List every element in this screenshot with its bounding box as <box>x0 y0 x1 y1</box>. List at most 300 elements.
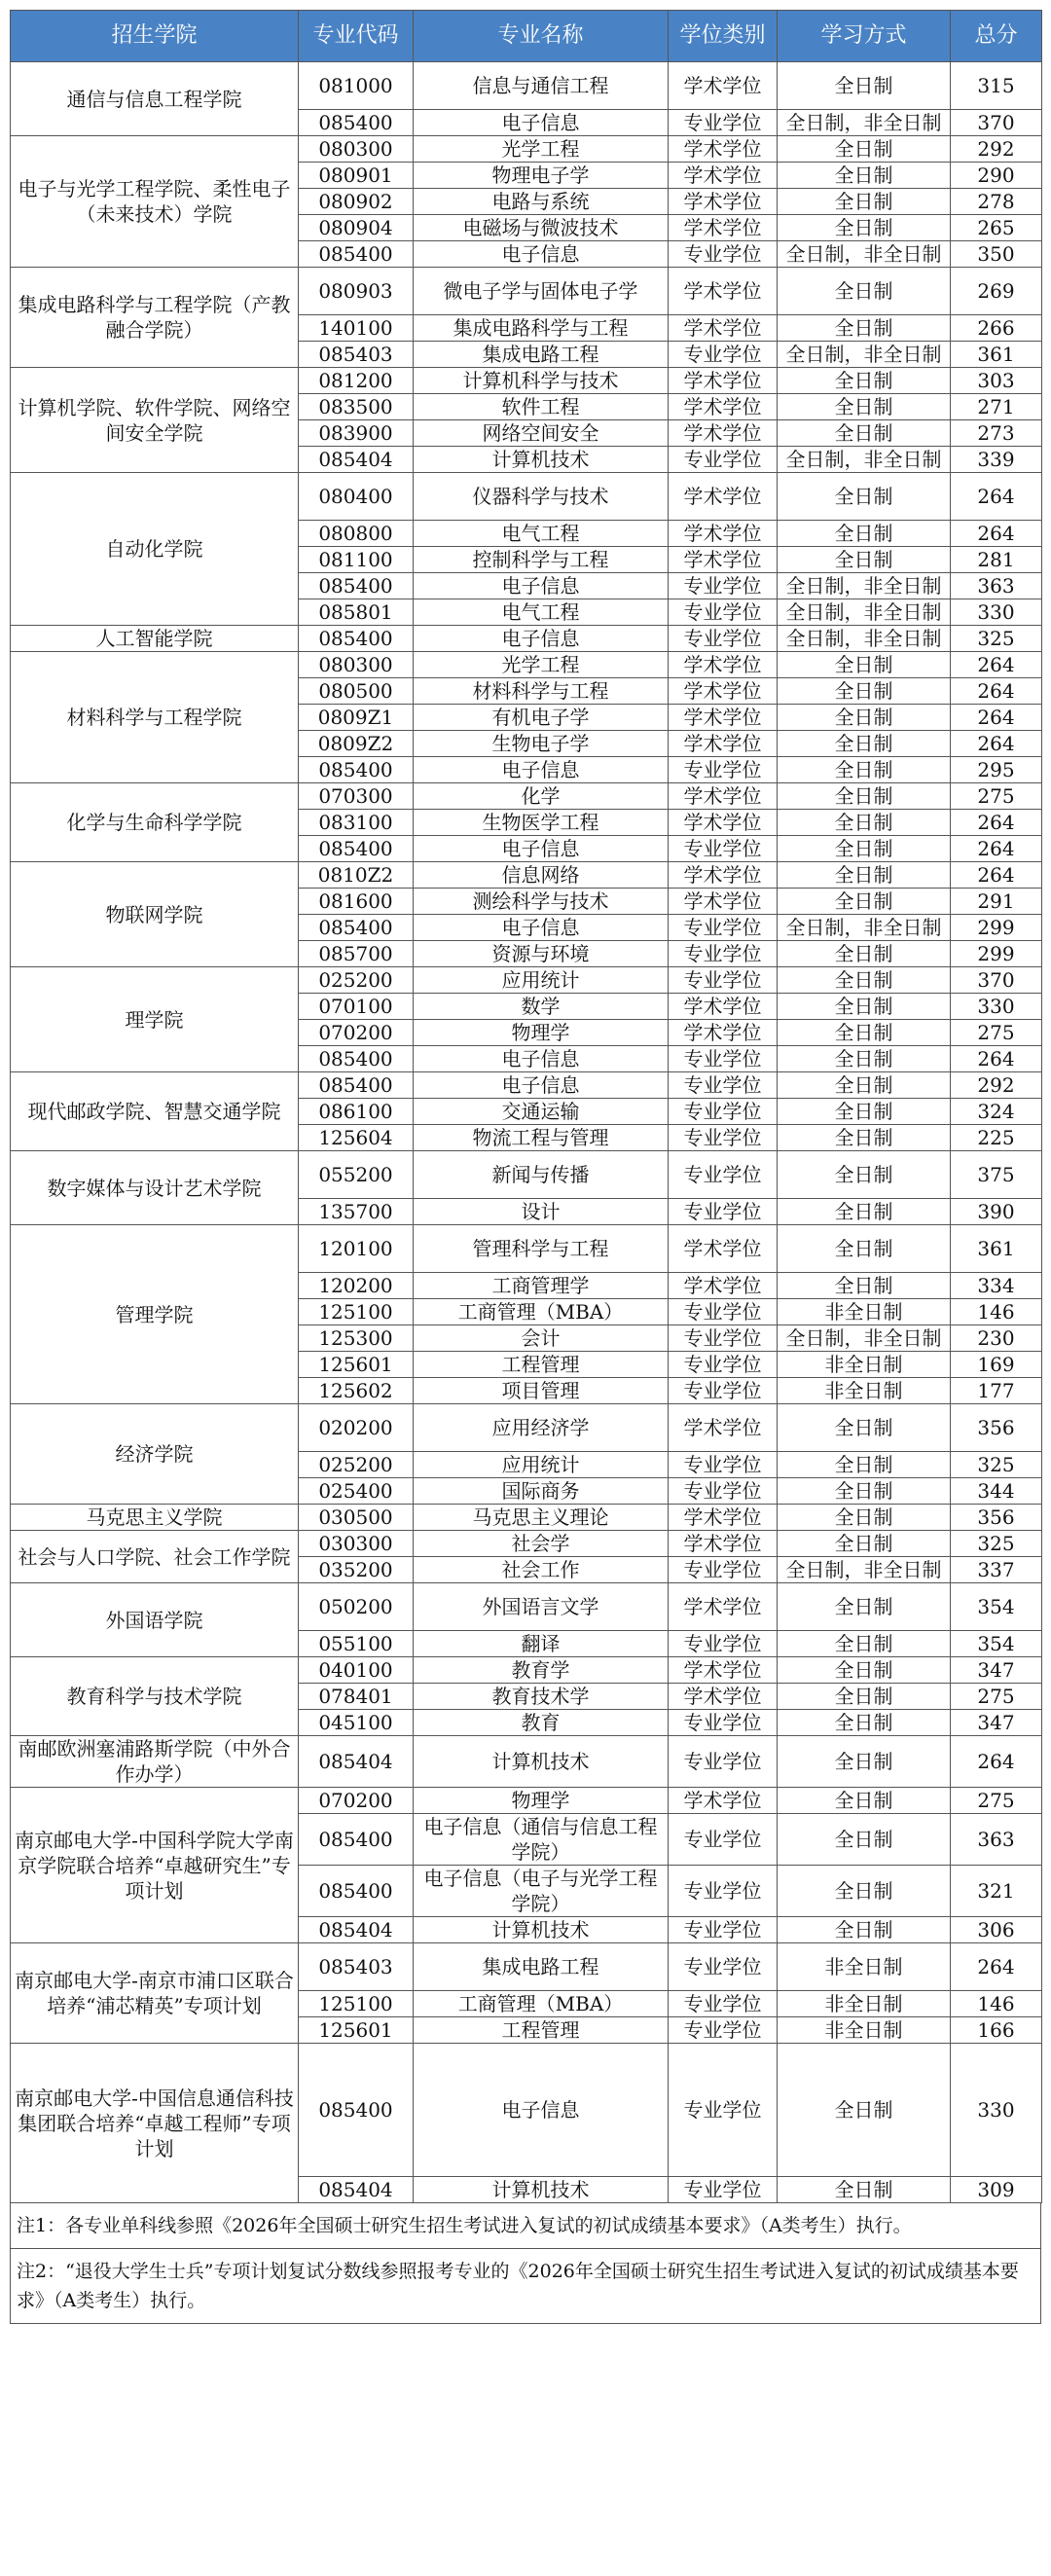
total-score-cell: 290 <box>951 163 1042 189</box>
code-cell: 080904 <box>299 215 414 241</box>
degree-type-cell: 专业学位 <box>669 1352 778 1378</box>
degree-type-cell: 学术学位 <box>669 62 778 110</box>
degree-type-cell: 学术学位 <box>669 1020 778 1046</box>
major-name-cell: 计算机科学与技术 <box>414 368 669 394</box>
total-score-cell: 299 <box>951 915 1042 941</box>
major-name-cell: 社会学 <box>414 1531 669 1557</box>
code-cell: 081000 <box>299 62 414 110</box>
study-mode-cell: 全日制 <box>778 783 951 810</box>
study-mode-cell: 全日制，非全日制 <box>778 626 951 652</box>
study-mode-cell: 全日制 <box>778 1199 951 1225</box>
total-score-cell: 265 <box>951 215 1042 241</box>
total-score-cell: 339 <box>951 447 1042 473</box>
study-mode-cell: 非全日制 <box>778 1991 951 2017</box>
header-code: 专业代码 <box>299 11 414 62</box>
degree-type-cell: 专业学位 <box>669 1710 778 1736</box>
study-mode-cell: 全日制 <box>778 1225 951 1273</box>
study-mode-cell: 全日制 <box>778 678 951 705</box>
code-cell: 085400 <box>299 836 414 862</box>
college-cell: 数字媒体与设计艺术学院 <box>11 1151 299 1225</box>
degree-type-cell: 专业学位 <box>669 447 778 473</box>
degree-type-cell: 学术学位 <box>669 783 778 810</box>
study-mode-cell: 全日制 <box>778 315 951 342</box>
major-name-cell: 电子信息 <box>414 836 669 862</box>
college-cell: 经济学院 <box>11 1404 299 1505</box>
header-mode: 学习方式 <box>778 11 951 62</box>
code-cell: 125300 <box>299 1325 414 1352</box>
degree-type-cell: 专业学位 <box>669 241 778 268</box>
total-score-cell: 347 <box>951 1657 1042 1684</box>
study-mode-cell: 全日制 <box>778 268 951 315</box>
study-mode-cell: 全日制，非全日制 <box>778 573 951 599</box>
study-mode-cell: 全日制 <box>778 836 951 862</box>
college-cell: 南京邮电大学-中国信息通信科技集团联合培养“卓越工程师”专项计划 <box>11 2044 299 2203</box>
study-mode-cell: 全日制 <box>778 62 951 110</box>
total-score-cell: 275 <box>951 1020 1042 1046</box>
study-mode-cell: 全日制 <box>778 1505 951 1531</box>
degree-type-cell: 专业学位 <box>669 2017 778 2044</box>
code-cell: 085400 <box>299 1814 414 1866</box>
total-score-cell: 363 <box>951 1814 1042 1866</box>
total-score-cell: 347 <box>951 1710 1042 1736</box>
total-score-cell: 325 <box>951 1531 1042 1557</box>
major-name-cell: 集成电路工程 <box>414 342 669 368</box>
table-body <box>11 62 1042 2203</box>
code-cell: 078401 <box>299 1684 414 1710</box>
degree-type-cell: 学术学位 <box>669 889 778 915</box>
study-mode-cell: 全日制 <box>778 731 951 757</box>
code-cell: 080902 <box>299 189 414 215</box>
study-mode-cell: 全日制 <box>778 1452 951 1478</box>
code-cell: 050200 <box>299 1583 414 1631</box>
degree-type-cell: 专业学位 <box>669 1631 778 1657</box>
degree-type-cell: 专业学位 <box>669 1325 778 1352</box>
major-name-cell: 电子信息 <box>414 757 669 783</box>
total-score-cell: 264 <box>951 1943 1042 1991</box>
degree-type-cell: 专业学位 <box>669 1736 778 1788</box>
college-cell: 管理学院 <box>11 1225 299 1404</box>
degree-type-cell: 学术学位 <box>669 678 778 705</box>
code-cell: 070300 <box>299 783 414 810</box>
code-cell: 120200 <box>299 1273 414 1299</box>
study-mode-cell: 全日制 <box>778 2177 951 2203</box>
degree-type-cell: 学术学位 <box>669 1531 778 1557</box>
major-name-cell: 电磁场与微波技术 <box>414 215 669 241</box>
major-name-cell: 管理科学与工程 <box>414 1225 669 1273</box>
code-cell: 085403 <box>299 342 414 368</box>
study-mode-cell: 全日制 <box>778 1531 951 1557</box>
study-mode-cell: 全日制 <box>778 394 951 420</box>
degree-type-cell: 专业学位 <box>669 1072 778 1099</box>
study-mode-cell: 非全日制 <box>778 1943 951 1991</box>
degree-type-cell: 专业学位 <box>669 1866 778 1917</box>
total-score-cell: 264 <box>951 1046 1042 1072</box>
major-name-cell: 计算机技术 <box>414 2177 669 2203</box>
degree-type-cell: 专业学位 <box>669 626 778 652</box>
table-row <box>11 1505 1042 1531</box>
total-score-cell: 363 <box>951 573 1042 599</box>
major-name-cell: 计算机技术 <box>414 1917 669 1943</box>
code-cell: 055100 <box>299 1631 414 1657</box>
total-score-cell: 309 <box>951 2177 1042 2203</box>
header-name: 专业名称 <box>414 11 669 62</box>
code-cell: 125601 <box>299 2017 414 2044</box>
major-name-cell: 电子信息 <box>414 2044 669 2177</box>
total-score-cell: 230 <box>951 1325 1042 1352</box>
code-cell: 085400 <box>299 1072 414 1099</box>
total-score-cell: 269 <box>951 268 1042 315</box>
header-score: 总分 <box>951 11 1042 62</box>
header-college: 招生学院 <box>11 11 299 62</box>
major-name-cell: 信息网络 <box>414 862 669 889</box>
major-name-cell: 生物电子学 <box>414 731 669 757</box>
college-cell: 人工智能学院 <box>11 626 299 652</box>
degree-type-cell: 学术学位 <box>669 1505 778 1531</box>
major-name-cell: 资源与环境 <box>414 941 669 967</box>
study-mode-cell: 全日制 <box>778 941 951 967</box>
major-name-cell: 电子信息 <box>414 241 669 268</box>
code-cell: 081100 <box>299 547 414 573</box>
major-name-cell: 电子信息 <box>414 110 669 136</box>
major-name-cell: 翻译 <box>414 1631 669 1657</box>
degree-type-cell: 专业学位 <box>669 1299 778 1325</box>
study-mode-cell: 全日制 <box>778 1657 951 1684</box>
total-score-cell: 264 <box>951 473 1042 521</box>
study-mode-cell: 全日制 <box>778 1273 951 1299</box>
degree-type-cell: 学术学位 <box>669 810 778 836</box>
study-mode-cell: 全日制 <box>778 810 951 836</box>
table-row <box>11 136 1042 163</box>
total-score-cell: 295 <box>951 757 1042 783</box>
major-name-cell: 教育技术学 <box>414 1684 669 1710</box>
degree-type-cell: 专业学位 <box>669 599 778 626</box>
table-row <box>11 783 1042 810</box>
total-score-cell: 306 <box>951 1917 1042 1943</box>
total-score-cell: 291 <box>951 889 1042 915</box>
code-cell: 030500 <box>299 1505 414 1531</box>
study-mode-cell: 全日制 <box>778 1631 951 1657</box>
major-name-cell: 物理学 <box>414 1788 669 1814</box>
degree-type-cell: 专业学位 <box>669 2044 778 2177</box>
major-name-cell: 电子信息（电子与光学工程学院） <box>414 1866 669 1917</box>
degree-type-cell: 学术学位 <box>669 1583 778 1631</box>
notes-section <box>10 2203 1041 2324</box>
table-row <box>11 626 1042 652</box>
college-cell: 通信与信息工程学院 <box>11 62 299 136</box>
code-cell: 080400 <box>299 473 414 521</box>
degree-type-cell: 专业学位 <box>669 1478 778 1505</box>
code-cell: 070200 <box>299 1020 414 1046</box>
study-mode-cell: 全日制 <box>778 862 951 889</box>
note-2: 注2：“退役大学生士兵”专项计划复试分数线参照报考专业的《2026年全国硕士研究生招生考试进入复试的初试成绩基本要求》（A类考生）执行。 <box>11 2248 1040 2323</box>
study-mode-cell: 全日制 <box>778 521 951 547</box>
total-score-cell: 356 <box>951 1404 1042 1452</box>
study-mode-cell: 全日制，非全日制 <box>778 599 951 626</box>
table-row <box>11 1788 1042 1814</box>
code-cell: 085404 <box>299 2177 414 2203</box>
degree-type-cell: 专业学位 <box>669 1814 778 1866</box>
major-name-cell: 交通运输 <box>414 1099 669 1125</box>
code-cell: 025200 <box>299 1452 414 1478</box>
major-name-cell: 化学 <box>414 783 669 810</box>
total-score-cell: 330 <box>951 2044 1042 2177</box>
code-cell: 080300 <box>299 652 414 678</box>
total-score-cell: 146 <box>951 1991 1042 2017</box>
degree-type-cell: 学术学位 <box>669 473 778 521</box>
table-row <box>11 1943 1042 1991</box>
college-cell: 化学与生命科学学院 <box>11 783 299 862</box>
degree-type-cell: 专业学位 <box>669 967 778 994</box>
degree-type-cell: 学术学位 <box>669 315 778 342</box>
table-row <box>11 1404 1042 1452</box>
major-name-cell: 电子信息（通信与信息工程学院） <box>414 1814 669 1866</box>
total-score-cell: 315 <box>951 62 1042 110</box>
study-mode-cell: 全日制 <box>778 163 951 189</box>
code-cell: 0810Z2 <box>299 862 414 889</box>
score-table-container <box>10 10 1041 2324</box>
study-mode-cell: 全日制 <box>778 1046 951 1072</box>
degree-type-cell: 学术学位 <box>669 268 778 315</box>
code-cell: 140100 <box>299 315 414 342</box>
code-cell: 086100 <box>299 1099 414 1125</box>
degree-type-cell: 学术学位 <box>669 862 778 889</box>
study-mode-cell: 全日制 <box>778 1583 951 1631</box>
code-cell: 085404 <box>299 1917 414 1943</box>
major-name-cell: 社会工作 <box>414 1557 669 1583</box>
degree-type-cell: 学术学位 <box>669 1225 778 1273</box>
code-cell: 085400 <box>299 110 414 136</box>
study-mode-cell: 全日制 <box>778 1788 951 1814</box>
college-cell: 自动化学院 <box>11 473 299 626</box>
table-row <box>11 268 1042 315</box>
major-name-cell: 电子信息 <box>414 626 669 652</box>
degree-type-cell: 专业学位 <box>669 915 778 941</box>
college-cell: 计算机学院、软件学院、网络空间安全学院 <box>11 368 299 473</box>
degree-type-cell: 学术学位 <box>669 394 778 420</box>
table-header-row <box>11 11 1042 62</box>
degree-type-cell: 专业学位 <box>669 1125 778 1151</box>
code-cell: 125601 <box>299 1352 414 1378</box>
code-cell: 083900 <box>299 420 414 447</box>
study-mode-cell: 全日制 <box>778 1404 951 1452</box>
total-score-cell: 370 <box>951 110 1042 136</box>
degree-type-cell: 专业学位 <box>669 1452 778 1478</box>
code-cell: 070100 <box>299 994 414 1020</box>
total-score-cell: 330 <box>951 994 1042 1020</box>
study-mode-cell: 全日制 <box>778 136 951 163</box>
code-cell: 0809Z2 <box>299 731 414 757</box>
study-mode-cell: 全日制 <box>778 994 951 1020</box>
total-score-cell: 225 <box>951 1125 1042 1151</box>
code-cell: 083100 <box>299 810 414 836</box>
total-score-cell: 166 <box>951 2017 1042 2044</box>
code-cell: 125604 <box>299 1125 414 1151</box>
table-row <box>11 1531 1042 1557</box>
code-cell: 081200 <box>299 368 414 394</box>
total-score-cell: 146 <box>951 1299 1042 1325</box>
degree-type-cell: 学术学位 <box>669 1684 778 1710</box>
college-cell: 现代邮政学院、智慧交通学院 <box>11 1072 299 1151</box>
major-name-cell: 工商管理（MBA） <box>414 1991 669 2017</box>
study-mode-cell: 全日制，非全日制 <box>778 447 951 473</box>
study-mode-cell: 全日制 <box>778 1917 951 1943</box>
degree-type-cell: 学术学位 <box>669 1273 778 1299</box>
college-cell: 马克思主义学院 <box>11 1505 299 1531</box>
major-name-cell: 工程管理 <box>414 2017 669 2044</box>
code-cell: 045100 <box>299 1710 414 1736</box>
code-cell: 035200 <box>299 1557 414 1583</box>
major-name-cell: 物理电子学 <box>414 163 669 189</box>
major-name-cell: 电子信息 <box>414 1072 669 1099</box>
degree-type-cell: 学术学位 <box>669 652 778 678</box>
code-cell: 080300 <box>299 136 414 163</box>
study-mode-cell: 全日制 <box>778 1099 951 1125</box>
code-cell: 0809Z1 <box>299 705 414 731</box>
major-name-cell: 电子信息 <box>414 573 669 599</box>
code-cell: 030300 <box>299 1531 414 1557</box>
study-mode-cell: 全日制 <box>778 420 951 447</box>
study-mode-cell: 全日制 <box>778 1072 951 1099</box>
major-name-cell: 工商管理（MBA） <box>414 1299 669 1325</box>
total-score-cell: 271 <box>951 394 1042 420</box>
code-cell: 025200 <box>299 967 414 994</box>
code-cell: 080500 <box>299 678 414 705</box>
college-cell: 社会与人口学院、社会工作学院 <box>11 1531 299 1583</box>
study-mode-cell: 全日制 <box>778 889 951 915</box>
table-row <box>11 368 1042 394</box>
total-score-cell: 354 <box>951 1583 1042 1631</box>
code-cell: 085400 <box>299 241 414 268</box>
degree-type-cell: 专业学位 <box>669 2177 778 2203</box>
code-cell: 080901 <box>299 163 414 189</box>
major-name-cell: 材料科学与工程 <box>414 678 669 705</box>
degree-type-cell: 学术学位 <box>669 547 778 573</box>
major-name-cell: 集成电路工程 <box>414 1943 669 1991</box>
study-mode-cell: 全日制 <box>778 189 951 215</box>
total-score-cell: 169 <box>951 1352 1042 1378</box>
degree-type-cell: 专业学位 <box>669 573 778 599</box>
study-mode-cell: 全日制 <box>778 473 951 521</box>
code-cell: 070200 <box>299 1788 414 1814</box>
degree-type-cell: 学术学位 <box>669 1657 778 1684</box>
degree-type-cell: 专业学位 <box>669 1046 778 1072</box>
major-name-cell: 工程管理 <box>414 1352 669 1378</box>
degree-type-cell: 专业学位 <box>669 1199 778 1225</box>
major-name-cell: 物流工程与管理 <box>414 1125 669 1151</box>
code-cell: 085801 <box>299 599 414 626</box>
major-name-cell: 仪器科学与技术 <box>414 473 669 521</box>
code-cell: 085400 <box>299 757 414 783</box>
total-score-cell: 177 <box>951 1378 1042 1404</box>
major-name-cell: 信息与通信工程 <box>414 62 669 110</box>
total-score-cell: 337 <box>951 1557 1042 1583</box>
total-score-cell: 292 <box>951 1072 1042 1099</box>
college-cell: 外国语学院 <box>11 1583 299 1657</box>
study-mode-cell: 全日制 <box>778 1125 951 1151</box>
total-score-cell: 264 <box>951 678 1042 705</box>
total-score-cell: 299 <box>951 941 1042 967</box>
degree-type-cell: 学术学位 <box>669 731 778 757</box>
major-name-cell: 测绘科学与技术 <box>414 889 669 915</box>
degree-type-cell: 学术学位 <box>669 368 778 394</box>
study-mode-cell: 全日制 <box>778 1866 951 1917</box>
study-mode-cell: 全日制 <box>778 757 951 783</box>
major-name-cell: 数学 <box>414 994 669 1020</box>
table-row <box>11 1151 1042 1199</box>
code-cell: 085403 <box>299 1943 414 1991</box>
table-row <box>11 473 1042 521</box>
table-row <box>11 1072 1042 1099</box>
major-name-cell: 物理学 <box>414 1020 669 1046</box>
study-mode-cell: 全日制 <box>778 1478 951 1505</box>
study-mode-cell: 全日制 <box>778 2044 951 2177</box>
total-score-cell: 330 <box>951 599 1042 626</box>
degree-type-cell: 学术学位 <box>669 994 778 1020</box>
total-score-cell: 264 <box>951 836 1042 862</box>
study-mode-cell: 全日制 <box>778 1710 951 1736</box>
study-mode-cell: 全日制，非全日制 <box>778 915 951 941</box>
college-cell: 南京邮电大学-中国科学院大学南京学院联合培养“卓越研究生”专项计划 <box>11 1788 299 1943</box>
study-mode-cell: 全日制 <box>778 215 951 241</box>
code-cell: 085700 <box>299 941 414 967</box>
major-name-cell: 微电子学与固体电子学 <box>414 268 669 315</box>
major-name-cell: 光学工程 <box>414 652 669 678</box>
study-mode-cell: 全日制 <box>778 1020 951 1046</box>
code-cell: 080800 <box>299 521 414 547</box>
degree-type-cell: 学术学位 <box>669 521 778 547</box>
total-score-cell: 264 <box>951 1736 1042 1788</box>
total-score-cell: 361 <box>951 342 1042 368</box>
major-name-cell: 马克思主义理论 <box>414 1505 669 1531</box>
degree-type-cell: 专业学位 <box>669 110 778 136</box>
college-cell: 南邮欧洲塞浦路斯学院（中外合作办学） <box>11 1736 299 1788</box>
code-cell: 081600 <box>299 889 414 915</box>
major-name-cell: 电气工程 <box>414 599 669 626</box>
major-name-cell: 电路与系统 <box>414 189 669 215</box>
study-mode-cell: 非全日制 <box>778 1378 951 1404</box>
total-score-cell: 375 <box>951 1151 1042 1199</box>
table-row <box>11 862 1042 889</box>
study-mode-cell: 非全日制 <box>778 1352 951 1378</box>
total-score-cell: 275 <box>951 1788 1042 1814</box>
note-1: 注1：各专业单科线参照《2026年全国硕士研究生招生考试进入复试的初试成绩基本要求》（A类考生）执行。 <box>17 2215 912 2236</box>
major-name-cell: 光学工程 <box>414 136 669 163</box>
study-mode-cell: 全日制 <box>778 652 951 678</box>
degree-type-cell: 专业学位 <box>669 1557 778 1583</box>
college-cell: 物联网学院 <box>11 862 299 967</box>
total-score-cell: 370 <box>951 967 1042 994</box>
total-score-cell: 278 <box>951 189 1042 215</box>
study-mode-cell: 全日制，非全日制 <box>778 241 951 268</box>
study-mode-cell: 全日制 <box>778 1151 951 1199</box>
total-score-cell: 281 <box>951 547 1042 573</box>
major-name-cell: 新闻与传播 <box>414 1151 669 1199</box>
code-cell: 085400 <box>299 1046 414 1072</box>
code-cell: 135700 <box>299 1199 414 1225</box>
study-mode-cell: 全日制，非全日制 <box>778 342 951 368</box>
study-mode-cell: 全日制 <box>778 967 951 994</box>
total-score-cell: 361 <box>951 1225 1042 1273</box>
degree-type-cell: 学术学位 <box>669 420 778 447</box>
total-score-cell: 264 <box>951 521 1042 547</box>
major-name-cell: 有机电子学 <box>414 705 669 731</box>
code-cell: 085400 <box>299 626 414 652</box>
total-score-cell: 356 <box>951 1505 1042 1531</box>
table-row <box>11 1657 1042 1684</box>
college-cell: 材料科学与工程学院 <box>11 652 299 783</box>
code-cell: 125602 <box>299 1378 414 1404</box>
study-mode-cell: 非全日制 <box>778 2017 951 2044</box>
